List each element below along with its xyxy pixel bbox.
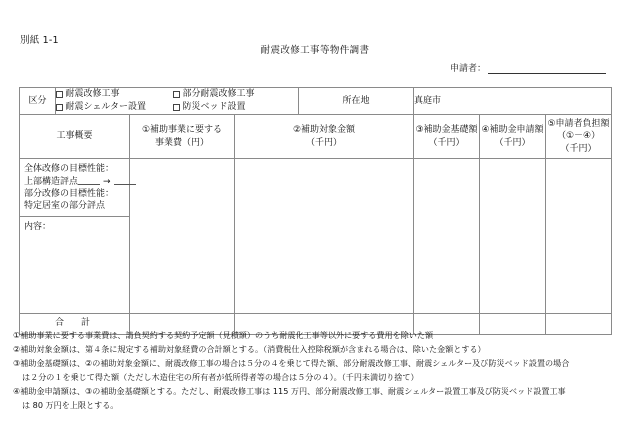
entry-cell-taishou-kingaku[interactable] — [235, 159, 414, 314]
location-value: 真庭市 — [414, 95, 442, 106]
gaiyou-line-3: 部分改修の目標性能： — [24, 189, 115, 200]
note-item: ④補助金申請額は、③の補助金基礎額とする。ただし、耐震改修工事は 115 万円、部分耐震改修工事、耐震シェルター設置工事及び防災ベッド設置工事 — [13, 385, 566, 396]
checkbox-taishin-shelter[interactable] — [56, 101, 173, 113]
column-header-line-2: （①－④） — [556, 131, 601, 142]
checkbox-icon[interactable] — [173, 104, 180, 111]
note-item: ①補助事業に要する事業費は、請負契約する契約予定額（見積額）のうち耐震化工事等以外に要する費用を除いた額 — [13, 330, 434, 340]
gaiyou-content-label: 内容： — [24, 221, 52, 232]
column-header-line-2: （千円） — [428, 137, 465, 148]
column-header-line-2: （千円） — [305, 137, 342, 148]
checkbox-icon[interactable] — [173, 91, 180, 98]
column-header-shinseigaku — [480, 115, 546, 159]
column-header-futangaku — [546, 115, 612, 159]
entry-cell-kisogaku[interactable] — [414, 159, 480, 314]
note-item: ②補助対象金額は、第４条に規定する補助対象経費の合計額とする。（消費税仕入控除税額が含まれる場合は、除いた金額とする） — [13, 343, 486, 354]
checkbox-icon[interactable] — [56, 104, 63, 111]
checkbox-bubun-taishin-kaishu[interactable] — [173, 88, 255, 100]
column-header-line-1: ④補助金申請額 — [481, 125, 544, 136]
gaiyou-target-performance — [20, 159, 129, 217]
location-value-cell[interactable] — [414, 88, 612, 115]
applicant-field — [450, 61, 606, 74]
table-row-column-headers — [20, 115, 612, 159]
gaiyou-cell[interactable] — [20, 159, 130, 314]
column-header-line-1: ①補助事業に要する — [141, 125, 223, 136]
table-row-kubun — [20, 88, 612, 115]
column-header-gaiyou — [20, 115, 130, 159]
column-header-line-3: （千円） — [560, 143, 597, 154]
location-label: 所在地 — [342, 95, 370, 106]
notes-section — [13, 329, 621, 412]
form-table — [19, 87, 612, 335]
column-header-taishou-kingaku — [235, 115, 414, 159]
column-header-line-1: ⑤申請者負担額 — [547, 119, 610, 130]
document-number: 別紙 1-1 — [20, 35, 59, 46]
entry-cell-jigyouhi[interactable] — [130, 159, 235, 314]
column-header-kisogaku — [414, 115, 480, 159]
checkbox-line-2 — [56, 101, 298, 114]
entry-cell-shinseigaku[interactable] — [480, 159, 546, 314]
gaiyou-content-area[interactable] — [20, 217, 129, 313]
note-item-continuation: は２分の１を乗じて得た額（ただし木造住宅の所有者が低所得者等の場合は５分の４）。（千円未満切り捨て） — [22, 371, 419, 382]
document-title: 耐震改修工事等物件調書 — [260, 45, 370, 56]
column-header-line-2: 事業費（円） — [154, 137, 209, 148]
total-label: 合 計 — [54, 318, 94, 329]
kubun-checkbox-cell — [56, 88, 299, 115]
checkbox-label: 耐震改修工事 — [65, 89, 120, 100]
checkbox-bousai-bed[interactable] — [173, 101, 246, 113]
gaiyou-line-4: 特定居室の部分評点 — [24, 201, 106, 212]
column-header-line-1: ②補助対象金額 — [292, 125, 356, 136]
column-header-jigyouhi — [130, 115, 235, 159]
gaiyou-line-1: 全体改修の目標性能： — [24, 164, 115, 174]
table-row-entry — [20, 159, 612, 314]
score-before-input[interactable] — [78, 175, 100, 185]
column-header-line-2: （千円） — [494, 137, 531, 148]
column-header-line-1: 工事概要 — [56, 131, 93, 142]
checkbox-taishin-kaishu[interactable] — [56, 88, 173, 100]
applicant-input-line[interactable] — [488, 62, 606, 74]
form-table-wrapper — [19, 87, 611, 335]
checkbox-icon[interactable] — [56, 91, 63, 98]
checkbox-label: 防災ベッド設置 — [182, 102, 246, 113]
column-header-line-1: ③補助金基礎額 — [415, 125, 478, 136]
checkbox-label: 耐震シェルター設置 — [65, 102, 146, 113]
score-after-input[interactable] — [114, 175, 136, 185]
checkbox-line-1 — [56, 88, 298, 101]
location-label-cell — [299, 88, 414, 115]
kubun-label-cell — [20, 88, 56, 115]
note-item: ③補助金基礎額は、②の補助対象金額に、耐震改修工事の場合は５分の４を乗じて得た額、部分耐震改修工事、耐震シェルター及び防災ベッド設置の場合 — [13, 357, 570, 368]
entry-cell-futangaku[interactable] — [546, 159, 612, 314]
gaiyou-line-2 — [24, 175, 125, 188]
kubun-label: 区分 — [28, 95, 47, 106]
checkbox-label: 部分耐震改修工事 — [182, 89, 255, 100]
arrow-icon: → — [103, 177, 111, 188]
note-item-continuation: は 80 万円を上限とする。 — [22, 399, 119, 410]
gaiyou-line-2-label: 上部構造評点 — [24, 177, 79, 188]
applicant-label: 申請者： — [449, 64, 486, 74]
